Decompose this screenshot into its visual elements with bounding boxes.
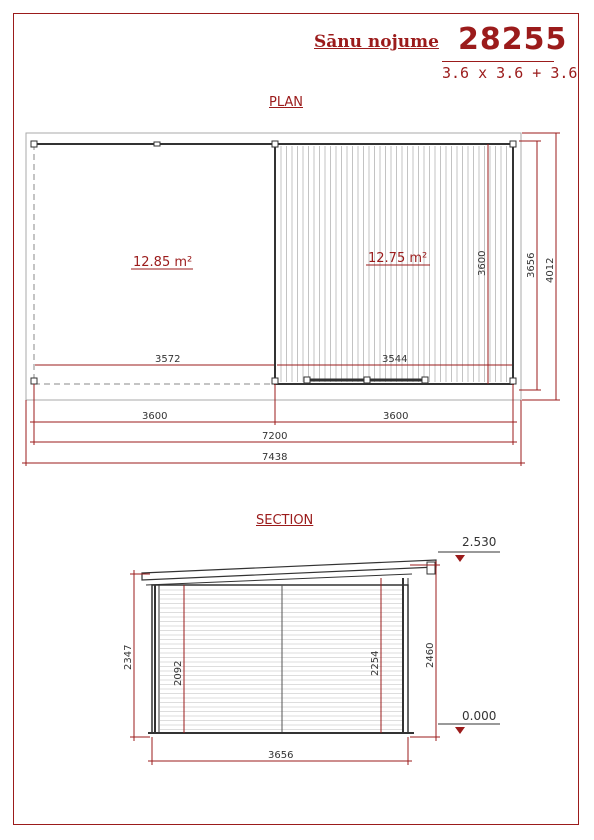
dim-inner-right-height: 2254: [370, 650, 381, 676]
post-bottom-left: [31, 378, 37, 384]
area-label-left: 12.85 m²: [133, 255, 193, 270]
post-right-bottom: [510, 378, 516, 384]
roof-outline: [26, 133, 521, 400]
dim-wall-height: 3656: [526, 252, 537, 278]
model-number: 28255: [458, 22, 568, 57]
level-top-label: 2.530: [462, 535, 497, 549]
post-top-left: [31, 141, 37, 147]
dim-right-height: 2460: [425, 642, 436, 668]
plan-heading: PLAN: [269, 95, 303, 110]
roof-slab: [142, 560, 436, 580]
section-wall-planks: [160, 590, 402, 730]
level-top-marker-icon: [455, 555, 465, 562]
dim-overall-total: 7438: [262, 452, 288, 463]
dim-total-height: 4012: [545, 257, 556, 283]
window-jamb-left: [304, 377, 310, 383]
dim-module-right: 3600: [383, 411, 409, 422]
dim-inner-right: 3544: [382, 354, 408, 365]
window-jamb-right: [422, 377, 428, 383]
post-mid-bottom: [272, 378, 278, 384]
dim-module-left: 3600: [142, 411, 168, 422]
plan-drawing: [22, 133, 560, 466]
area-label-right: 12.75 m²: [368, 251, 428, 266]
level-bottom-label: 0.000: [462, 709, 497, 723]
dim-inner-left-height: 2092: [173, 660, 184, 686]
post-right-top: [510, 141, 516, 147]
dim-axis-total: 7200: [262, 431, 288, 442]
section-heading: SECTION: [256, 513, 314, 528]
window-mullion: [364, 377, 370, 383]
level-bottom-marker-icon: [455, 727, 465, 734]
dim-inner-height: 3600: [477, 250, 488, 276]
dim-width: 3656: [268, 750, 294, 761]
product-title: Sānu nojume: [314, 32, 439, 52]
post-mid-top: [272, 141, 278, 147]
dim-inner-left: 3572: [155, 354, 181, 365]
roof-fascia: [427, 562, 435, 574]
module-dimensions: 3.6 x 3.6 + 3.6: [442, 64, 578, 82]
dim-left-height: 2347: [123, 644, 134, 670]
beam-joint: [154, 142, 160, 146]
section-drawing: [123, 535, 500, 765]
